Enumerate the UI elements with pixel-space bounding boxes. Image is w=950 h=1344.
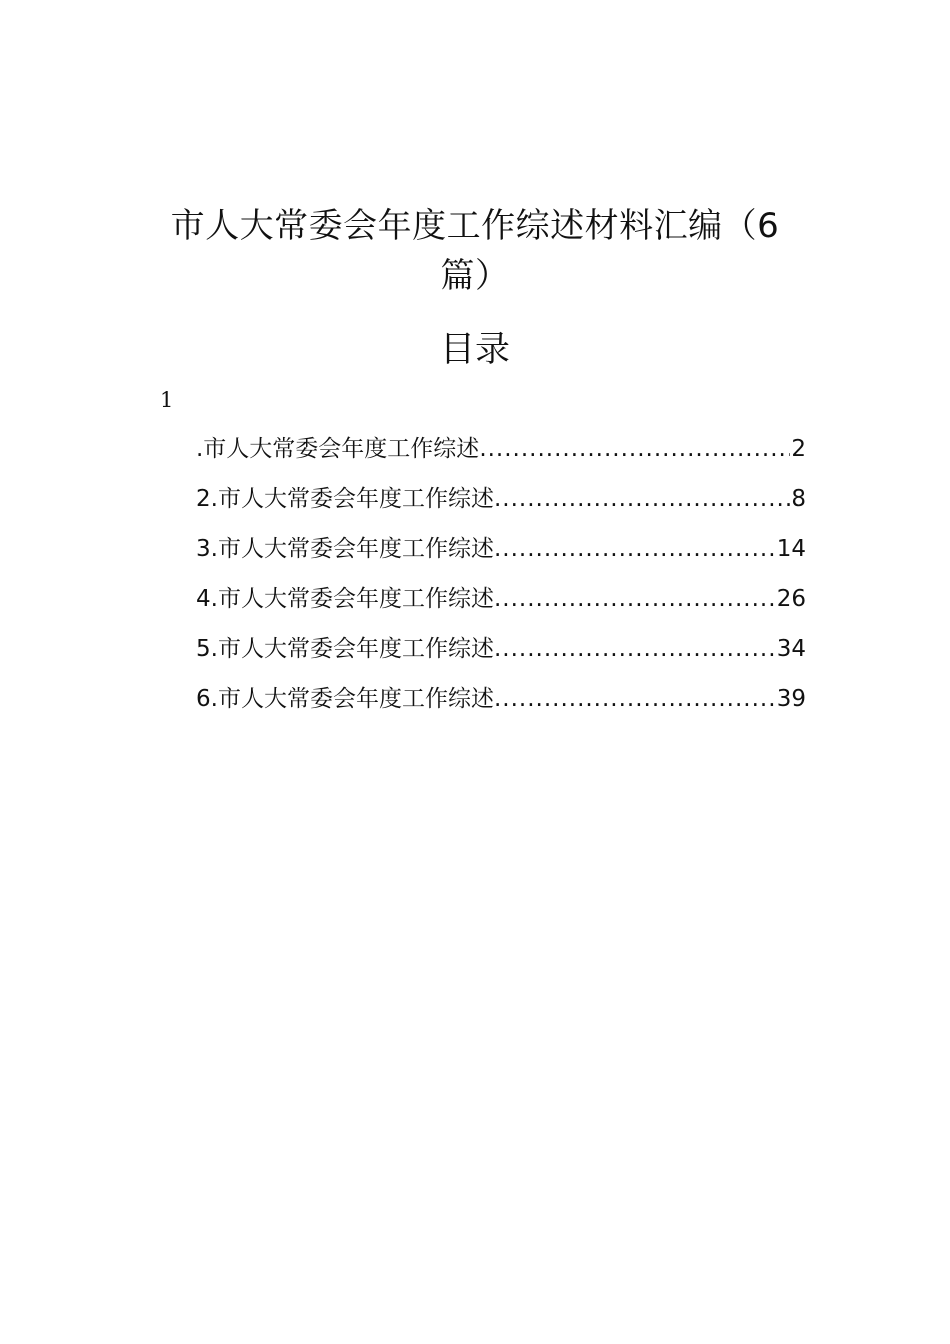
toc-entry-3[interactable] <box>196 528 806 578</box>
toc-entry-page: 14 <box>776 536 806 562</box>
toc-entry-page: 34 <box>776 636 806 662</box>
toc-entry-1[interactable] <box>196 428 806 478</box>
toc-entry-text: 2.市人大常委会年度工作综述 <box>196 486 494 512</box>
toc-entry-text: 6.市人大常委会年度工作综述 <box>196 686 494 712</box>
toc-entry-text: 4.市人大常委会年度工作综述 <box>196 586 494 612</box>
toc-entry-text: 3.市人大常委会年度工作综述 <box>196 536 494 562</box>
toc-entry-4[interactable] <box>196 578 806 628</box>
toc-leader-dots <box>494 528 776 570</box>
toc-entry-page: 8 <box>791 486 806 512</box>
toc-entry-text: .市人大常委会年度工作综述 <box>196 436 480 462</box>
toc-entry-page: 26 <box>776 586 806 612</box>
toc-leader-dots <box>494 628 776 670</box>
toc-entry-5[interactable] <box>196 628 806 678</box>
document-title: 市人大常委会年度工作综述材料汇编（6篇） <box>170 205 780 296</box>
toc-leader-dots <box>494 478 790 520</box>
toc-leader-dots <box>494 578 776 620</box>
toc-leader-dots <box>479 428 790 470</box>
list-number: 1 <box>160 388 174 412</box>
table-of-contents <box>196 428 806 728</box>
toc-heading: 目录 <box>439 330 510 370</box>
toc-entry-text: 5.市人大常委会年度工作综述 <box>196 636 494 662</box>
toc-entry-page: 2 <box>791 436 806 462</box>
toc-entry-page: 39 <box>776 686 806 712</box>
toc-entry-2[interactable] <box>196 478 806 528</box>
toc-leader-dots <box>494 678 776 720</box>
toc-entry-6[interactable] <box>196 678 806 728</box>
